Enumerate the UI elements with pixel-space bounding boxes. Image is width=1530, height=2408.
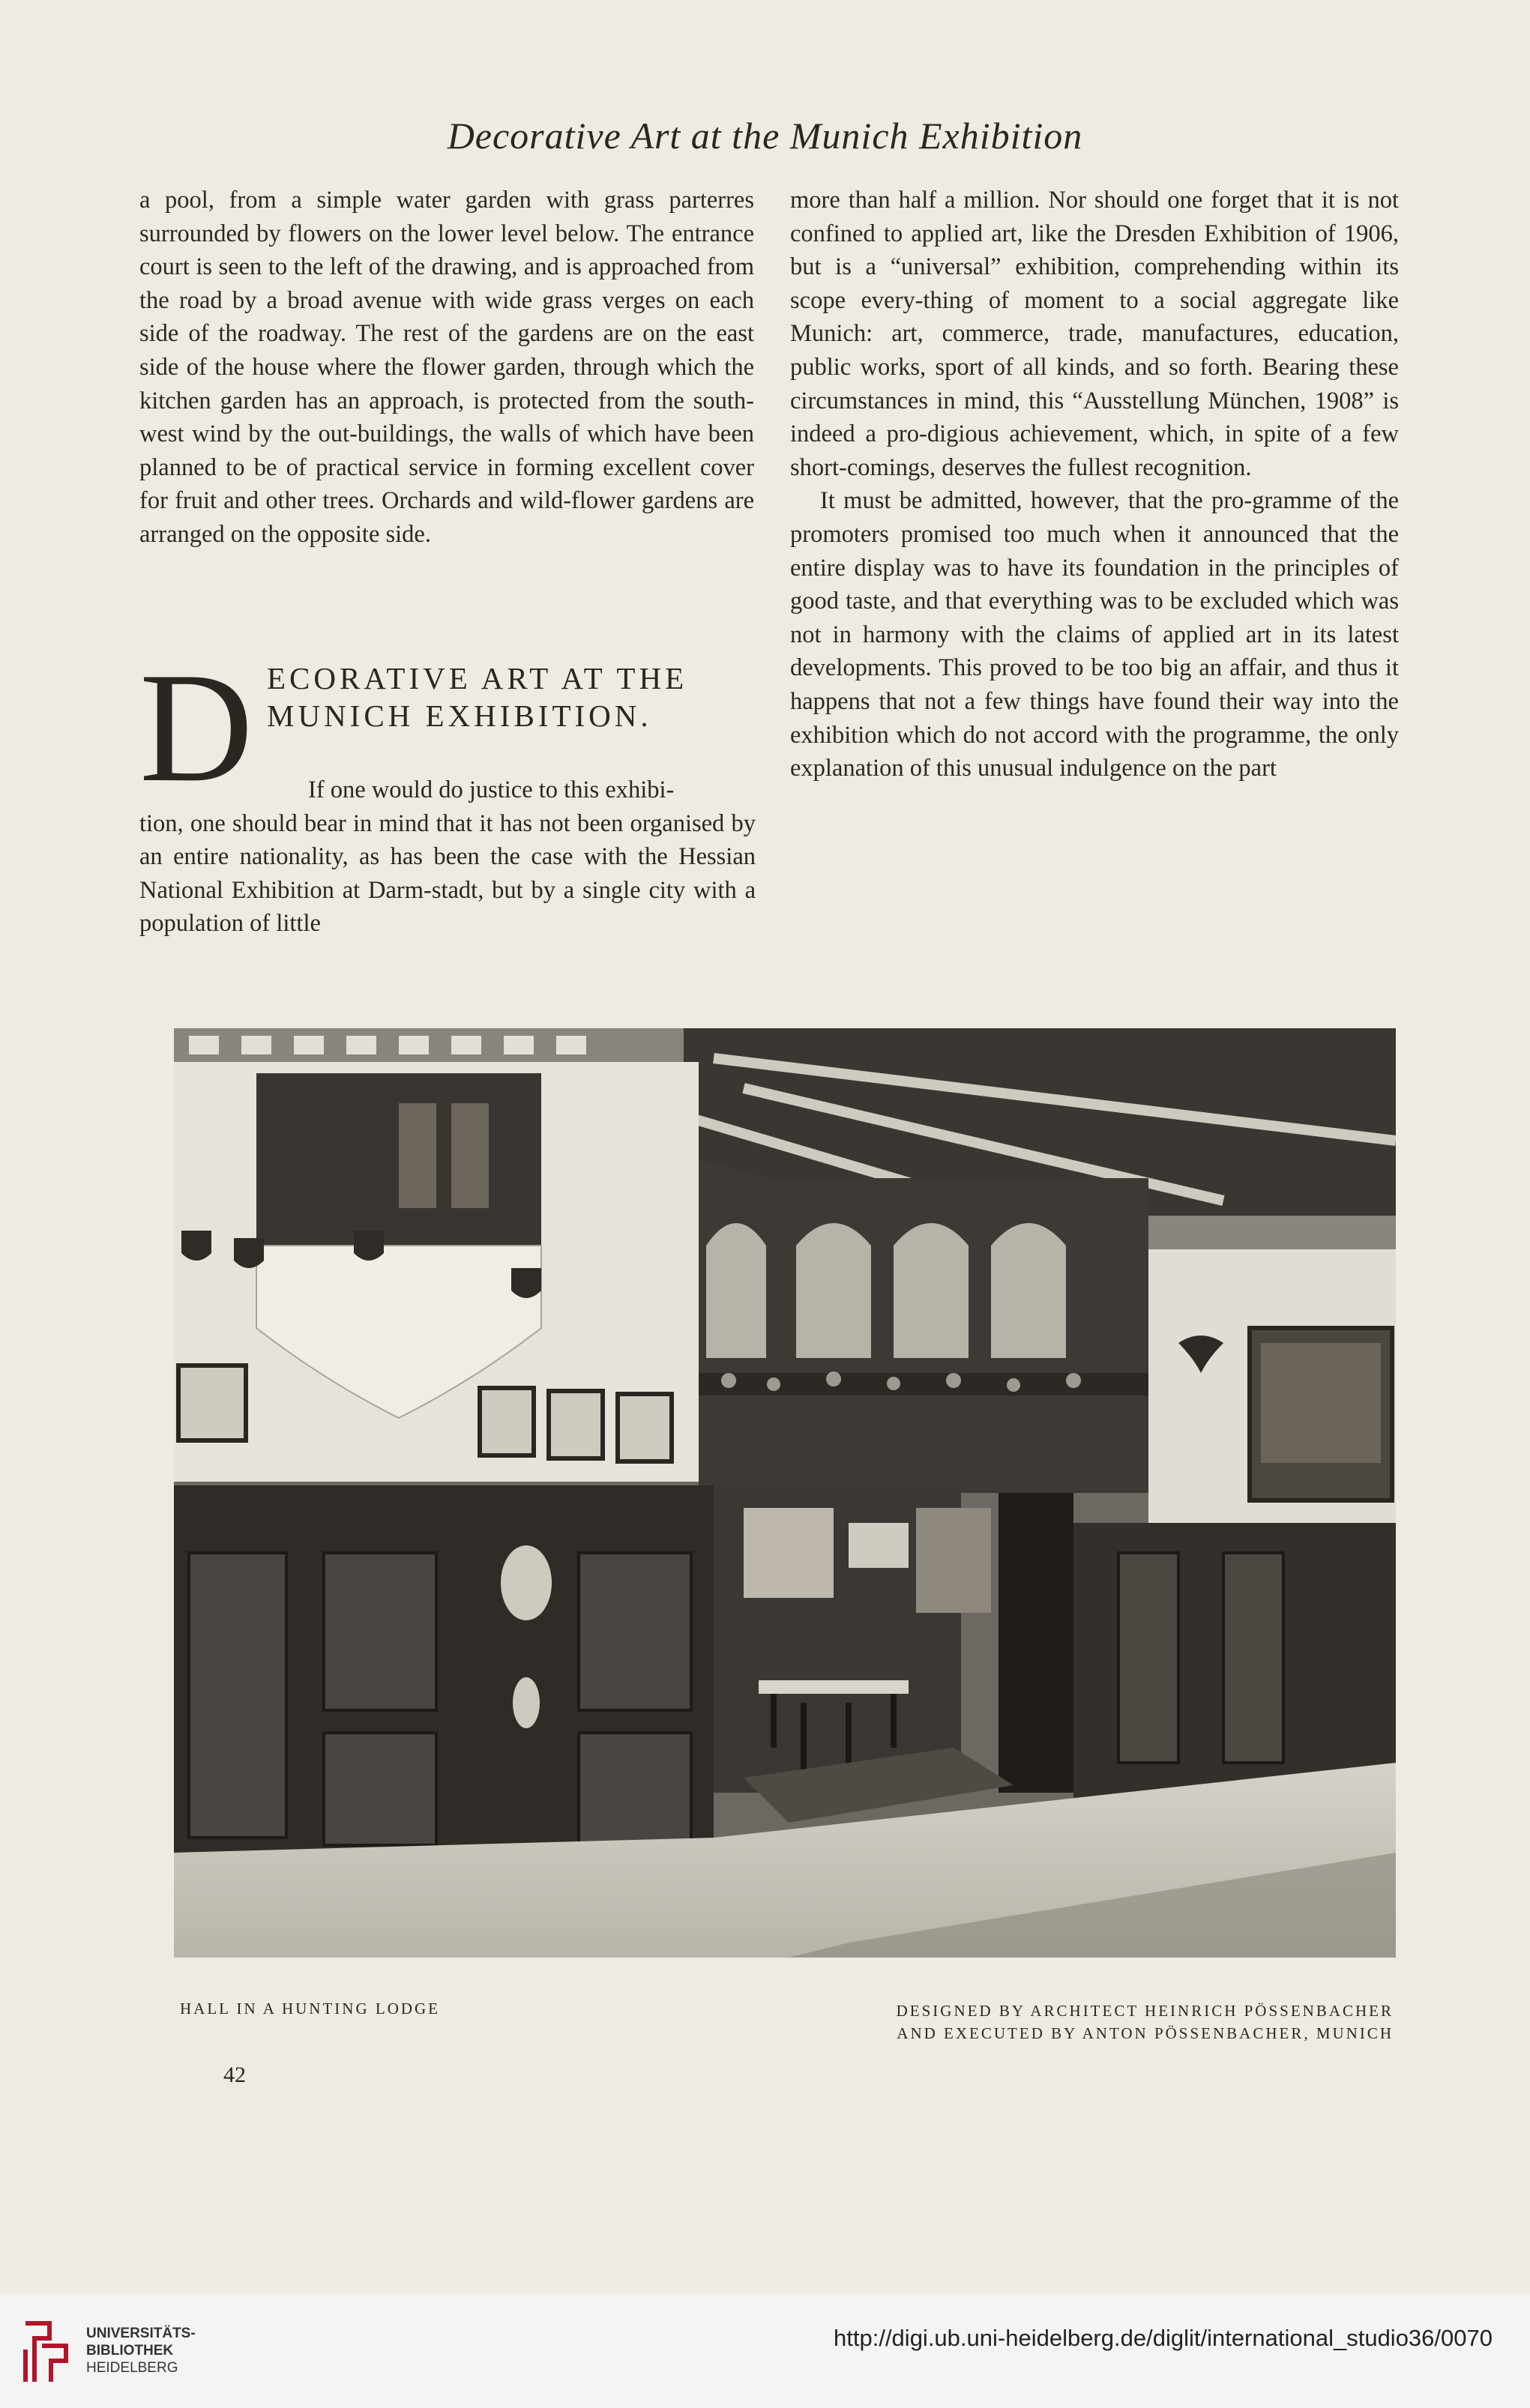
page-number: 42 — [223, 2063, 246, 2087]
figure-credit-line2: AND EXECUTED BY ANTON PÖSSENBACHER, MUNICH — [897, 2024, 1394, 2042]
left-column — [139, 184, 754, 552]
section-title-line2: MUNICH EXHIBITION. — [267, 698, 652, 733]
drop-cap: D — [139, 641, 253, 815]
running-header: Decorative Art at the Munich Exhibition — [447, 115, 1083, 157]
section-body — [139, 773, 756, 941]
section-title-line1: ECORATIVE ART AT THE — [267, 661, 688, 695]
figure-credit-line1: DESIGNED BY ARCHITECT HEINRICH PÖSSENBACHER — [896, 2002, 1394, 2020]
left-paragraph: a pool, from a simple water garden with grass parterres surrounded by flowers on the lower level below. The entrance court is seen to the left of the drawing, and is approached from the road by a broad avenue with wide grass verges on each side of the roadway. The rest of the gardens are on the east side of the house where the flower garden, through which the kitchen garden has an approach, is protected from the south-west wind by the out-buildings, the walls of which have been planned to be of practical service in forming excellent cover for fruit and other trees. Orchards and wild-flower gardens are arranged on the opposite side. — [139, 187, 754, 548]
library-name-line2: BIBLIOTHEK — [86, 2343, 174, 2359]
source-url-link[interactable]: http://digi.ub.uni-heidelberg.de/diglit/international_studio36/0070 — [834, 2325, 1493, 2351]
figure-caption-right — [897, 2000, 1394, 2045]
library-footer-bar — [0, 2295, 1530, 2408]
section-body-first-line: If one would do justice to this exhibi- — [308, 776, 675, 803]
section-title — [267, 660, 754, 734]
university-library-logo-icon — [19, 2316, 72, 2387]
library-name — [86, 2325, 196, 2377]
section-body-rest: tion, one should bear in mind that it has not been organised by an entire nationality, as has been the case with the Hessian National Exhibition at Darm-stadt, but by a single city with a population of little — [139, 809, 756, 938]
right-column — [790, 184, 1399, 785]
hunting-lodge-hall-photograph — [174, 1028, 1396, 1958]
library-name-line1: UNIVERSITÄTS- — [86, 2326, 196, 2341]
right-paragraph-1: more than half a million. Nor should one forget that it is not confined to applied art, like the Dresden Exhibition of 1906, but is a “universal” exhibition, comprehending within its scope every-thing of moment to a social aggregate like Munich: art, commerce, trade, manufactures, education, public works, sport of all kinds, and so forth. Bearing these circumstances in mind, this “Ausstellung München, 1908” is indeed a pro-digious achievement, which, in spite of a few short-comings, deserves the fullest recognition. — [790, 187, 1399, 481]
figure-caption-left: HALL IN A HUNTING LODGE — [180, 2000, 441, 2018]
right-paragraph-2: It must be admitted, however, that the pro-gramme of the promoters promised too much when it announced that the entire display was to have its foundation in the principles of good taste, and that everything was to be excluded which was not in harmony with the claims of applied art in its latest developments. This proved to be too big an affair, and thus it happens that not a few things have found their way into the exhibition which do not accord with the programme, the only explanation of this unusual indulgence on the part — [790, 487, 1399, 782]
library-name-line3: HEIDELBERG — [86, 2360, 178, 2376]
